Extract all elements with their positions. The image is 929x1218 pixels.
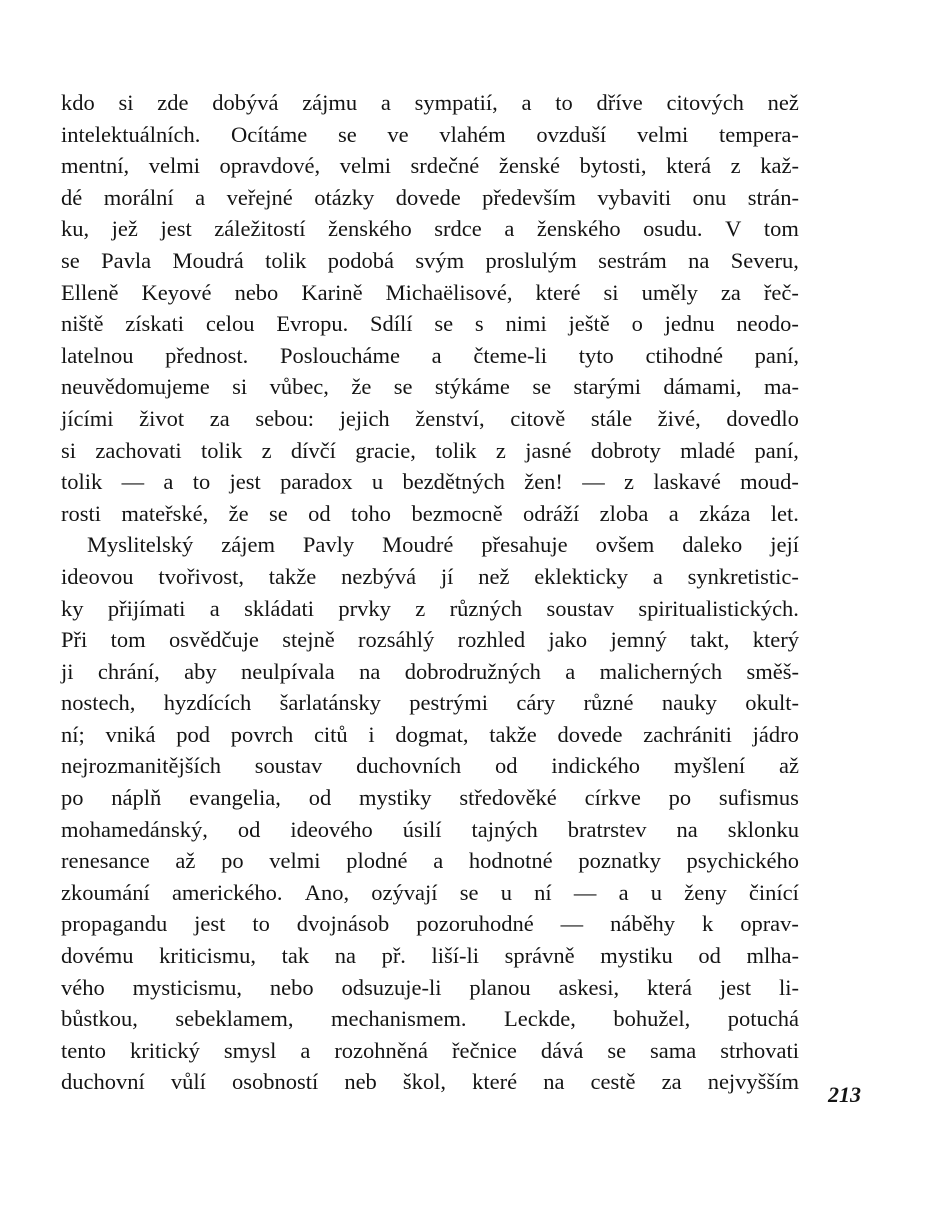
text-line: niště získati celou Evropu. Sdílí se s nimi ještě o jednu neodo- [61, 311, 799, 337]
text-line: nostech, hyzdících šarlatánsky pestrými cáry různé nauky okult- [61, 690, 799, 716]
text-line: intelektuálních. Ocítáme se ve vlahém ovzduší velmi tempera- [61, 121, 799, 147]
text-line: ní; vniká pod povrch citů i dogmat, takže dovede zachrániti jádro [61, 721, 799, 747]
text-line: Při tom osvědčuje stejně rozsáhlý rozhled jako jemný takt, který [61, 627, 799, 653]
text-line: latelnou přednost. Posloucháme a čteme-li tyto ctihodné paní, [61, 342, 799, 368]
text-line: jícími život za sebou: jejich ženství, citově stále živé, dovedlo [61, 405, 799, 431]
text-line: mohamedánský, od ideového úsilí tajných bratrstev na sklonku [61, 816, 799, 842]
text-line: renesance až po velmi plodné a hodnotné poznatky psychického [61, 848, 799, 874]
text-line: neuvědomujeme si vůbec, že se stýkáme se starými dámami, ma- [61, 374, 799, 400]
text-line: ku, jež jest záležitostí ženského srdce a ženského osudu. V tom [61, 216, 799, 242]
text-line: po náplň evangelia, od mystiky středověké církve po sufismus [61, 785, 799, 811]
text-line: dé morální a veřejné otázky dovede především vybaviti onu strán- [61, 184, 799, 210]
text-line: ideovou tvořivost, takže nezbývá jí než eklekticky a synkretistic- [61, 563, 799, 589]
text-line: Myslitelský zájem Pavly Moudré přesahuje ovšem daleko její [87, 532, 799, 558]
text-line: propagandu jest to dvojnásob pozoruhodné — náběhy k oprav- [61, 911, 799, 937]
text-line: se Pavla Moudrá tolik podobá svým proslulým sestrám na Severu, [61, 247, 799, 273]
text-line: dovému kriticismu, tak na př. liší-li správně mystiku od mlha- [61, 943, 799, 969]
text-line: duchovní vůlí osobností neb škol, které na cestě za nejvyšším [61, 1069, 799, 1095]
text-line: bůstkou, sebeklamem, mechanismem. Leckde, bohužel, potuchá [61, 1006, 799, 1032]
text-line: mentní, velmi opravdové, velmi srdečné ženské bytosti, která z kaž- [61, 153, 799, 179]
text-line: vého mysticismu, nebo odsuzuje-li planou askesi, která jest li- [61, 974, 799, 1000]
page-number: 213 [828, 1082, 861, 1107]
text-line: rosti mateřské, že se od toho bezmocně odráží zloba a zkáza let. [61, 500, 799, 526]
text-line: Elleně Keyové nebo Karině Michaëlisové, které si uměly za řeč- [61, 279, 799, 305]
text-line: nejrozmanitějších soustav duchovních od indického myšlení až [61, 753, 799, 779]
body-text [61, 87, 799, 1098]
text-line: si zachovati tolik z dívčí gracie, tolik z jasné dobroty mladé paní, [61, 437, 799, 463]
text-line: ky přijímati a skládati prvky z různých soustav spiritualistických. [61, 595, 799, 621]
text-line: ji chrání, aby neulpívala na dobrodružných a malicherných směš- [61, 658, 799, 684]
text-line: tento kritický smysl a rozohněná řečnice dává se sama strhovati [61, 1037, 799, 1063]
text-line: tolik — a to jest paradox u bezdětných žen! — z laskavé moud- [61, 469, 799, 495]
text-line: kdo si zde dobývá zájmu a sympatií, a to dříve citových než [61, 90, 799, 115]
text-line: zkoumání amerického. Ano, ozývají se u ní — a u ženy činící [61, 879, 799, 905]
